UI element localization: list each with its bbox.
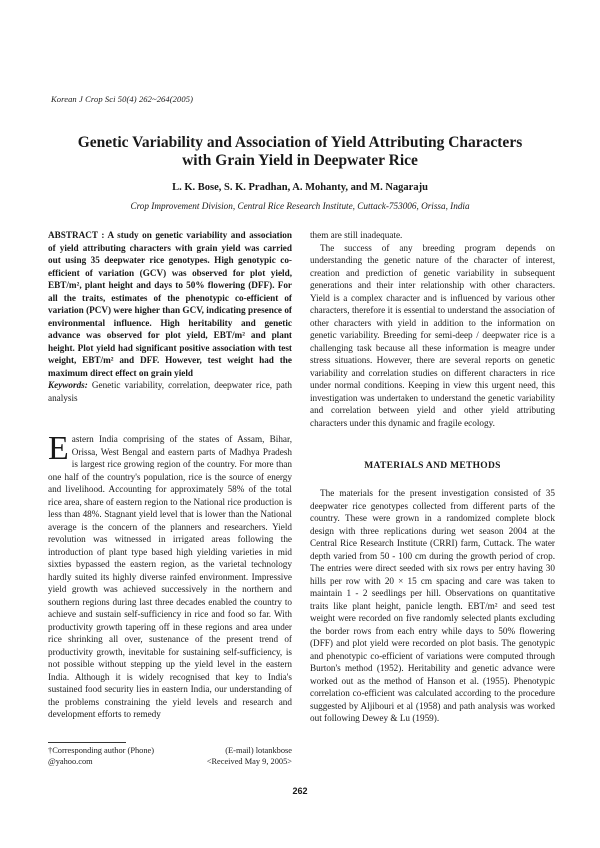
footnote-email-domain: @yahoo.com xyxy=(48,757,93,766)
title-line-1: Genetic Variability and Association of Yield Attributing Characters xyxy=(77,134,523,151)
methods-heading: MATERIALS AND METHODS xyxy=(364,461,501,471)
journal-reference: Korean J Crop Sci 50(4) 262~264(2005) xyxy=(51,94,193,104)
footnote-email: (E-mail) lotankbose xyxy=(225,746,292,755)
methods-text: The materials for the present investigation consisted of 35 deepwater rice genotypes collected from different parts of the country. These were grown in a randomized complete block design with three replications during wet season 2004 at the Central Rice Research Institute (CRRI) farm, Cuttack. The water depth varied from 50 - 100 cm during the growth period of crop. The entries were direct seeded with six rows per entry having 30 hills per row with 20 × 15 cm spacing and care was taken to maintain 1 - 2 seedlings per hill. Observations on quantitative traits like plant height, panicle length. EBT/m² and seed test weight were recorded on five randomly selected plants excluding the border rows from each entry while days to 50% flowering (DFF) and plot yield were recorded on plot basis. The genotypic and phenotypic co-efficient of variations were computed through Burton's method (1952). Heritability and genetic advance were worked out as the method of Hanson et al. (1955). Phenotypic correlation co-efficient was calculated according to the procedure suggested by Aljibouri et al (1958) and path analysis was worked out following Dewey & Lu (1959). xyxy=(310,488,555,723)
drop-cap: E xyxy=(48,430,69,467)
keywords-label: Keywords: xyxy=(48,380,88,390)
abstract-block xyxy=(48,229,292,379)
abstract-label: ABSTRACT : xyxy=(48,230,105,240)
footnote-divider xyxy=(48,742,126,743)
keywords-text: Genetic variability, correlation, deepwater rice, path analysis xyxy=(48,380,292,403)
footnote-contact: †Corresponding author (Phone) xyxy=(48,746,155,755)
paper-title xyxy=(40,134,560,170)
intro-continuation: them are still inadequate. xyxy=(310,230,403,240)
footnote xyxy=(48,745,292,767)
title-line-2: with Grain Yield in Deepwater Rice xyxy=(182,152,418,169)
affiliation: Crop Improvement Division, Central Rice Research Institute, Cuttack-753006, Orissa, India xyxy=(130,201,470,211)
intro-paragraph-2: The success of any breeding program depends on understanding the genetic nature of the character of interest, creation and prediction of genetic variability in subsequent generations and their inter relationship with other characters. Yield is a complex character and is influenced by various other characters, therefore it is essential to understand the association of other characters with yield in addition to the information on genetic variability. Breeding for semi-deep / deepwater rice is a challenging task because all these information is meagre under stress situations. However, there are several reports on genetic variability and correlation studies on different characters in rice under normal conditions. Keeping in view this urgent need, this investigation was undertaken to understand the genetic variability and correlation between yield and other yield attributing characters under this dynamic and fragile ecology. xyxy=(310,242,555,428)
page-number: 262 xyxy=(292,786,308,796)
introduction-text xyxy=(48,430,292,721)
received-date: <Received May 9, 2005> xyxy=(206,757,292,766)
abstract-text: A study on genetic variability and association of yield attributing characters with grain yield was carried out using 35 deepwater rice genotypes. High genotypic co-efficient of variation (GCV) was observed for plot yield, EBT/m², plant height and days to 50% flowering (DFF). For all the traits, estimates of the phenotypic co-efficient of variation (PCV) were higher than GCV, indicating presence of environmental influence. High heritability and genetic advance was observed for plot yield, EBT/m² and plant height. Plot yield had significant positive association with test weight, EBT/m² and DFF. However, test weight had the maximum direct effect on grain yield xyxy=(48,230,292,378)
intro-body: astern India comprising of the states of Assam, Bihar, Orissa, West Bengal and eastern parts of Madhya Pradesh is largest rice growing region of the country. For more than one half of the country's population, rice is the source of energy and livelihood. Accounting for approximately 58% of the total rice area, share of eastern region to the National rice production is less than 48%. Stagnant yield level that is lower than the National average is the concern of the planners and researchers. Yield revolution was witnessed in irrigated areas following the introduction of plant type based high yielding varieties in mid sixties bypassed the eastern region, as the varietal technology hardly suited its highly diverse rainfed environment. Impressive yield growth was achieved successively in the northern and southern regions during last three decades enabled the country to achieve and sustain self-sufficiency in rice and food so far. With productivity growth tapering off in these regions and area under rice shrinking all over, sustenance of the present trend of productivity growth, inevitable for sustaining self-sufficiency, is not possible without stepping up the yield level in the eastern India. Although it is widely recognised that key to India's sustained food security lies in eastern India, our understanding of the problems constraining the yield levels and research and development efforts to remedy xyxy=(48,434,292,719)
keywords-block xyxy=(48,379,292,404)
right-column-top xyxy=(310,229,555,429)
author-list: L. K. Bose, S. K. Pradhan, A. Mohanty, and M. Nagaraju xyxy=(172,182,428,193)
